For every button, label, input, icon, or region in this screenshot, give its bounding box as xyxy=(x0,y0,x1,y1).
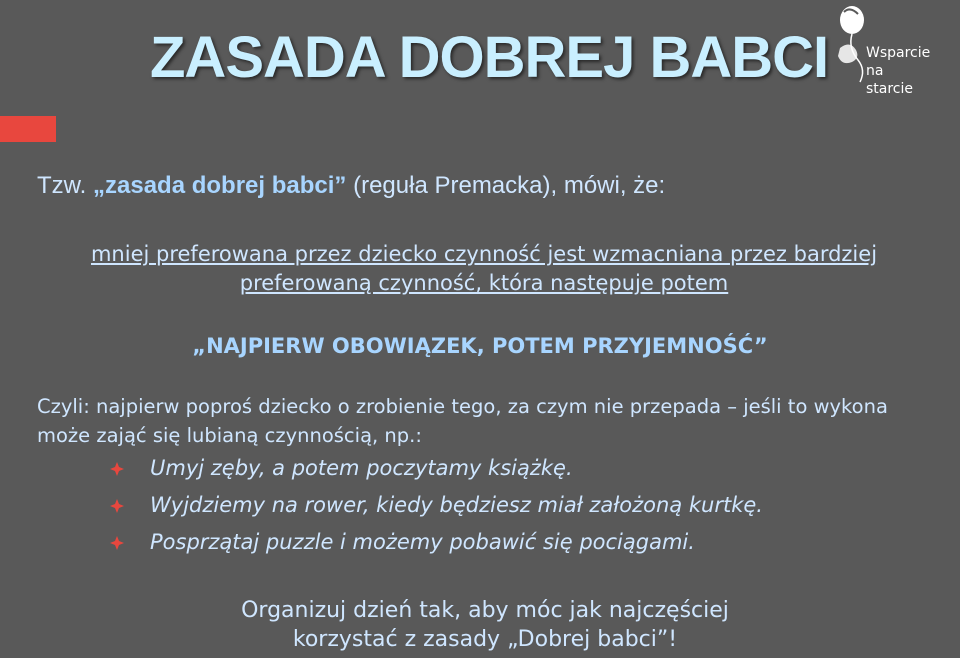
intro-line: Tzw. „zasada dobrej babci” (reguła Premacka), mówi, że: xyxy=(37,172,666,199)
examples-list xyxy=(110,453,763,564)
rule-name: „zasada dobrej babci” xyxy=(93,172,347,199)
explanation: Czyli: najpierw poproś dziecko o zrobienie tego, za czym nie przepada – jeśli to wykona może zająć się lubianą czynnością, np.: xyxy=(37,395,888,447)
motto: „NAJPIERW OBOWIĄZEK, POTEM PRZYJEMNOŚĆ” xyxy=(192,334,768,358)
list-item: Wyjdziemy na rower, kiedy będziesz miał założoną kurtkę. xyxy=(110,490,763,527)
closing-message: Organizuj dzień tak, aby móc jak najczęściej korzystać z zasady „Dobrej babci”! xyxy=(241,598,729,652)
rule-definition: mniej preferowana przez dziecko czynność jest wzmacniana przez bardziej preferowaną czynność, która następuje potem xyxy=(90,242,878,295)
diamond-bullet-icon xyxy=(110,499,124,513)
logo-text: Wsparcie na starcie xyxy=(866,45,931,97)
list-item: Posprzątaj puzzle i możemy pobawić się pociągami. xyxy=(110,527,763,564)
slide-title: ZASADA DOBREJ BABCI xyxy=(150,25,829,90)
diamond-bullet-icon xyxy=(110,536,124,550)
diamond-bullet-icon xyxy=(110,462,124,476)
list-item: Umyj zęby, a potem poczytamy książkę. xyxy=(110,453,763,490)
accent-bar xyxy=(0,116,56,142)
